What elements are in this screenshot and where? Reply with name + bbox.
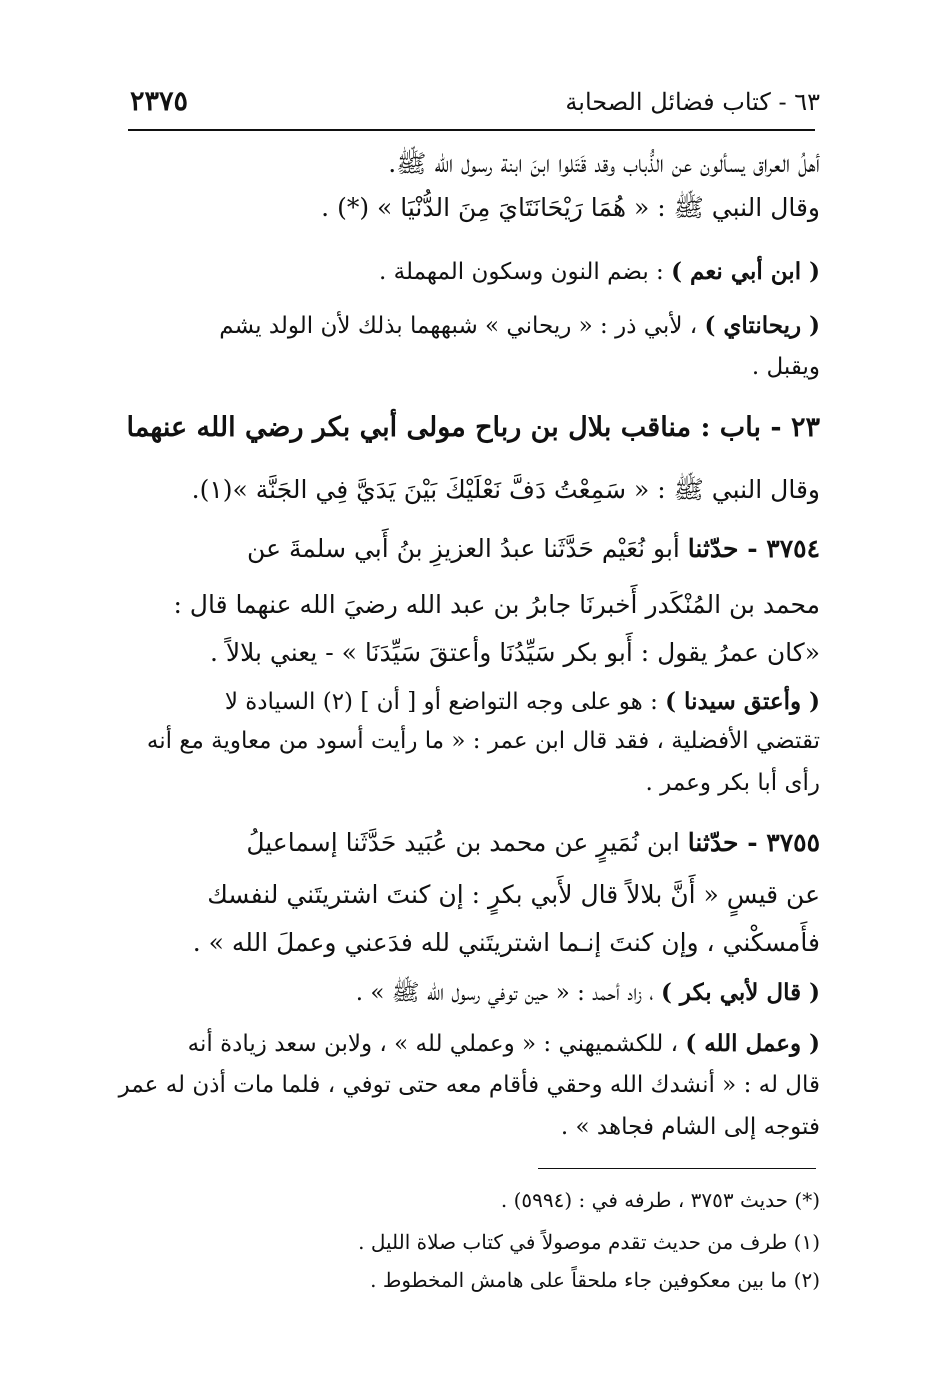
commentary-term: ( قال لأبي بكر )	[661, 979, 820, 1006]
commentary-line: فتوجه إلى الشام فجاهد » .	[560, 1114, 820, 1140]
commentary-line: رأى أبا بكر وعمر .	[645, 770, 820, 796]
commentary-term: ( ريحانتاي )	[704, 312, 820, 339]
commentary-line	[219, 312, 820, 339]
footnote-1: (١) طرف من حديث تقدم موصولاً في كتاب صلاة الليل .	[358, 1230, 820, 1254]
text-line: فأَمسكْني ، وإن كنتَ إنـما اشتريتَني لله فدَعني وعملَ الله » .	[192, 928, 820, 957]
commentary-line	[379, 258, 820, 285]
commentary-text: ، لأبي ذر : « ريحاني » شبههما بذلك لأن الولد يشم	[219, 313, 705, 339]
hadith-number: ٣٧٥٤ - حدّثنا	[687, 534, 820, 563]
chapter-heading: ٢٣ - باب : مناقب بلال بن رباح مولى أبي بكر رضي الله عنهما	[126, 412, 820, 443]
text-line: محمد بن المُنْكَدر أَخبرنَا جابرُ بن عبد الله رضيَ الله عنهما قال :	[173, 590, 820, 619]
commentary-term: ( وأعتق سيدنا )	[665, 688, 820, 715]
text-line: وقال النبي ﷺ : « سَمِعْتُ دَفَّ نَعْلَيْكَ بَيْنَ يَدَيَّ فِي الجَنَّة »(١).	[191, 475, 820, 504]
hadith-text: أبو نُعَيْم حَدَّثَنا عبدُ العزيزِ بنُ أَبي سلمةَ عن	[247, 534, 688, 563]
text-line: أهلُ العراق يسألون عن الذُّباب وقد قَتَلوا ابنَ ابنة رسول الله ﷺ.	[388, 149, 820, 178]
hadith-number: ٣٧٥٥ - حدّثنا	[687, 828, 820, 857]
commentary-line	[188, 1030, 820, 1057]
commentary-line: ويقبل .	[751, 354, 820, 380]
footnote-star: (*) حديث ٣٧٥٣ ، طرفه في : (٥٩٩٤) .	[500, 1188, 820, 1212]
text-line: وقال النبي ﷺ : « هُمَا رَيْحَانَتَايَ مِنَ الدُّنْيَا » (*) .	[321, 193, 820, 222]
commentary-text: : بضم النون وسكون المهملة .	[379, 259, 672, 285]
commentary-line: قال له : « أنشدك الله وحقي فأقام معه حتى توفي ، فلما مات أذن له عمر	[118, 1072, 820, 1098]
commentary-term: ( ابن أبي نعم )	[671, 258, 820, 285]
commentary-text: ، زاد أحمد : « حين توفي رسول الله ﷺ » .	[355, 980, 661, 1006]
commentary-line	[225, 688, 820, 715]
footnote-rule	[538, 1168, 816, 1169]
hadith-line	[246, 828, 820, 857]
hadith-line	[247, 534, 820, 563]
footnote-2: (٢) ما بين معكوفين جاء ملحقاً على هامش المخطوط .	[370, 1268, 820, 1292]
text-line: عن قيسٍ « أَنَّ بلالاً قال لأَبي بكرٍ : إن كنتَ اشتريتَني لنفسك	[207, 880, 820, 909]
hadith-text: ابن نُمَيرٍ عن محمد بن عُبَيد حَدَّثَنا إسماعيلُ	[246, 828, 688, 857]
commentary-text: : هو على وجه التواضع أو [ أن ] (٢) السيادة لا	[224, 689, 666, 715]
page-number: ٢٣٧٥	[130, 86, 189, 117]
commentary-term: ( وعمل الله )	[685, 1030, 820, 1057]
running-title: ٦٣ - كتاب فضائل الصحابة	[565, 88, 820, 116]
text-line: «كان عمرُ يقول : أَبو بكر سَيِّدُنَا وأعتقَ سَيِّدَنَا » - يعني بلالاً .	[209, 638, 820, 667]
main-text	[118, 0, 820, 1386]
commentary-line: تقتضي الأفضلية ، فقد قال ابن عمر : « ما رأيت أسود من معاوية مع أنه	[146, 728, 820, 754]
commentary-text: ، للكشميهني : « وعملي لله » ، ولابن سعد زيادة أنه	[187, 1031, 686, 1057]
commentary-line	[356, 978, 820, 1012]
